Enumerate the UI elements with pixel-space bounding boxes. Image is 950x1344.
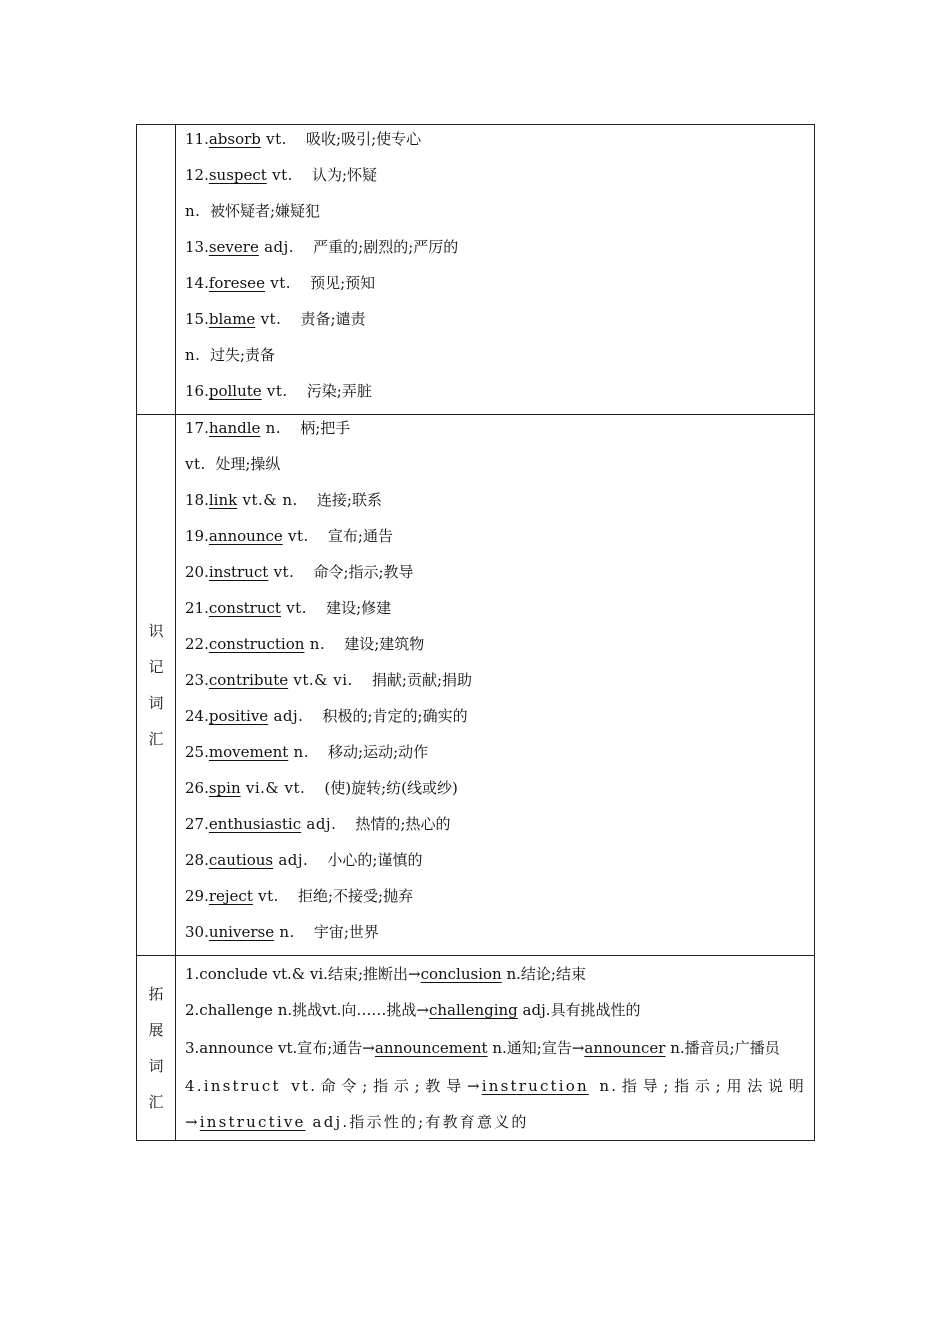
entry-text: 3.announce vt.宣布;通告→ bbox=[185, 1039, 375, 1057]
derived-word: announcer bbox=[584, 1039, 666, 1057]
entry-number: 30. bbox=[185, 923, 209, 941]
entry-pos: vt. bbox=[255, 310, 282, 328]
entry-line bbox=[185, 523, 806, 559]
entry-pos: vt. bbox=[264, 274, 291, 292]
entry-number: 11. bbox=[185, 130, 209, 148]
entry-meaning: 吸收;吸引;使专心 bbox=[306, 130, 422, 148]
spacer bbox=[288, 382, 307, 400]
entry-text: adj.指示性的;有教育意义的 bbox=[305, 1113, 529, 1131]
entry-number: 21. bbox=[185, 599, 209, 617]
entry-number: 16. bbox=[185, 382, 209, 400]
entry-line bbox=[185, 883, 806, 919]
entry-word: suspect bbox=[208, 166, 267, 184]
spacer bbox=[308, 851, 327, 869]
entry-text: 1.conclude vt.& vi.结束;推断出→ bbox=[185, 965, 421, 983]
entry-number: 23. bbox=[185, 671, 209, 689]
section-label-cell bbox=[137, 125, 176, 415]
section-row-2 bbox=[137, 415, 815, 956]
spacer bbox=[353, 671, 372, 689]
entry-meaning: 热情的;热心的 bbox=[355, 815, 451, 833]
entry-word: reject bbox=[208, 887, 253, 905]
entry-line bbox=[185, 378, 806, 414]
entry-meaning: 建设;修建 bbox=[326, 599, 392, 617]
entry-text: 4.instruct vt.命令;指示;教导→ bbox=[185, 1077, 482, 1095]
derived-word: instructive bbox=[199, 1113, 306, 1131]
entry-meaning: 小心的;谨慎的 bbox=[327, 851, 423, 869]
entry-line bbox=[185, 811, 806, 847]
extended-entry bbox=[185, 1028, 806, 1068]
entry-line bbox=[185, 342, 806, 378]
entry-word: instruct bbox=[208, 563, 269, 581]
extended-entry bbox=[185, 992, 806, 1028]
entry-meaning: 被怀疑者;嫌疑犯 bbox=[209, 202, 321, 220]
section-label: 拓展词汇 bbox=[148, 985, 164, 1111]
entry-pos: adj. bbox=[301, 815, 337, 833]
entry-pos: n. bbox=[274, 923, 295, 941]
entry-number: 25. bbox=[185, 743, 209, 761]
entry-word: blame bbox=[208, 310, 256, 328]
entry-number: 15. bbox=[185, 310, 209, 328]
entry-number: 27. bbox=[185, 815, 209, 833]
entry-pos: vt.& vi. bbox=[288, 671, 353, 689]
entry-meaning: 认为;怀疑 bbox=[311, 166, 378, 184]
entry-pos: n. bbox=[185, 202, 201, 220]
spacer bbox=[336, 815, 355, 833]
spacer bbox=[309, 527, 328, 545]
extended-entry bbox=[185, 956, 806, 992]
entry-word: construction bbox=[208, 635, 305, 653]
derived-word: instruction bbox=[481, 1077, 589, 1095]
section-row-1 bbox=[137, 125, 815, 415]
entry-word: positive bbox=[208, 707, 269, 725]
spacer bbox=[294, 238, 313, 256]
entry-meaning: 责备;谴责 bbox=[300, 310, 366, 328]
entry-word: construct bbox=[208, 599, 281, 617]
entry-line bbox=[185, 162, 806, 198]
entry-word: announce bbox=[208, 527, 283, 545]
vocabulary-table bbox=[136, 124, 815, 1141]
entry-number: 22. bbox=[185, 635, 209, 653]
entry-pos: adj. bbox=[268, 707, 304, 725]
entry-text: 2.challenge n.挑战vt.向……挑战→ bbox=[185, 1001, 429, 1019]
spacer bbox=[303, 707, 322, 725]
entry-meaning: 过失;责备 bbox=[209, 346, 276, 364]
entry-text: n.指导;指示;用法说明→ bbox=[185, 1077, 807, 1131]
section-label-cell bbox=[137, 415, 176, 956]
entry-word: foresee bbox=[208, 274, 265, 292]
entry-pos: vt. bbox=[282, 527, 309, 545]
spacer bbox=[287, 130, 306, 148]
entry-word: contribute bbox=[208, 671, 289, 689]
entry-number: 20. bbox=[185, 563, 209, 581]
entry-number: 13. bbox=[185, 238, 209, 256]
entry-text: n.通知;宣告→ bbox=[487, 1039, 585, 1057]
spacer bbox=[294, 563, 313, 581]
entry-meaning: 宇宙;世界 bbox=[313, 923, 379, 941]
entry-meaning: 污染;弄脏 bbox=[306, 382, 372, 400]
entry-number: 26. bbox=[185, 779, 209, 797]
entry-word: severe bbox=[208, 238, 259, 256]
derived-word: challenging bbox=[428, 1001, 518, 1019]
entry-number: 17. bbox=[185, 419, 209, 437]
entry-pos: vt. bbox=[268, 563, 295, 581]
entry-line bbox=[185, 847, 806, 883]
entry-word: spin bbox=[208, 779, 241, 797]
spacer bbox=[291, 274, 310, 292]
entry-line bbox=[185, 270, 806, 306]
entry-meaning: 预见;预知 bbox=[310, 274, 376, 292]
entry-line bbox=[185, 451, 806, 487]
entry-pos: vi.& vt. bbox=[240, 779, 306, 797]
entry-line bbox=[185, 739, 806, 775]
entry-word: pollute bbox=[208, 382, 262, 400]
entry-meaning: 连接;联系 bbox=[316, 491, 382, 509]
spacer bbox=[307, 599, 326, 617]
entry-line bbox=[185, 415, 806, 451]
entry-number: 14. bbox=[185, 274, 209, 292]
entry-meaning: 拒绝;不接受;抛弃 bbox=[298, 887, 414, 905]
entry-pos: vt. bbox=[260, 130, 287, 148]
derived-word: conclusion bbox=[420, 965, 502, 983]
spacer bbox=[281, 419, 300, 437]
section-content bbox=[176, 125, 815, 415]
entry-word: cautious bbox=[208, 851, 274, 869]
entry-line bbox=[185, 306, 806, 342]
section-row-3 bbox=[137, 956, 815, 1141]
entry-word: enthusiastic bbox=[208, 815, 302, 833]
spacer bbox=[325, 635, 344, 653]
entry-line bbox=[185, 667, 806, 703]
spacer bbox=[295, 923, 314, 941]
entry-number: 12. bbox=[185, 166, 209, 184]
spacer bbox=[281, 310, 300, 328]
entry-meaning: 建设;建筑物 bbox=[344, 635, 425, 653]
section-content bbox=[176, 415, 815, 956]
entry-meaning: 宣布;通告 bbox=[327, 527, 393, 545]
spacer bbox=[305, 779, 324, 797]
entry-number: 18. bbox=[185, 491, 209, 509]
spacer bbox=[298, 491, 317, 509]
entry-meaning: 柄;把手 bbox=[300, 419, 351, 437]
entry-meaning: 命令;指示;教导 bbox=[313, 563, 414, 581]
entry-line bbox=[185, 919, 806, 955]
entry-pos: n. bbox=[260, 419, 282, 437]
entry-line bbox=[185, 487, 806, 523]
entry-pos: vt. bbox=[266, 166, 293, 184]
entry-pos: n. bbox=[304, 635, 326, 653]
entry-number: 29. bbox=[185, 887, 209, 905]
spacer bbox=[279, 887, 298, 905]
entry-word: movement bbox=[208, 743, 289, 761]
entry-line bbox=[185, 198, 806, 234]
entry-pos: vt. bbox=[185, 455, 206, 473]
spacer bbox=[200, 202, 210, 220]
entry-line bbox=[185, 703, 806, 739]
entry-word: absorb bbox=[208, 130, 261, 148]
entry-line bbox=[185, 631, 806, 667]
entry-meaning: 严重的;剧烈的;严厉的 bbox=[313, 238, 459, 256]
entry-pos: adj. bbox=[273, 851, 309, 869]
extended-entry bbox=[185, 1068, 806, 1140]
spacer bbox=[293, 166, 312, 184]
entry-line bbox=[185, 126, 806, 162]
entry-pos: n. bbox=[288, 743, 309, 761]
entry-pos: adj. bbox=[258, 238, 295, 256]
entry-line bbox=[185, 775, 806, 811]
entry-pos: n. bbox=[185, 346, 201, 364]
entry-word: handle bbox=[208, 419, 261, 437]
entry-text: n.结论;结束 bbox=[501, 965, 586, 983]
entry-meaning: 捐献;贡献;捐助 bbox=[371, 671, 473, 689]
entry-number: 24. bbox=[185, 707, 209, 725]
entry-meaning: 积极的;肯定的;确实的 bbox=[322, 707, 468, 725]
entry-word: link bbox=[208, 491, 238, 509]
entry-pos: vt. bbox=[261, 382, 288, 400]
entry-meaning: 处理;操纵 bbox=[215, 455, 281, 473]
entry-line bbox=[185, 595, 806, 631]
entry-pos: vt. bbox=[280, 599, 307, 617]
section-content bbox=[176, 956, 815, 1141]
entry-number: 19. bbox=[185, 527, 209, 545]
entry-pos: vt.& n. bbox=[237, 491, 298, 509]
section-label-cell bbox=[137, 956, 176, 1141]
entry-text: adj.具有挑战性的 bbox=[517, 1001, 641, 1019]
entry-number: 28. bbox=[185, 851, 209, 869]
spacer bbox=[309, 743, 328, 761]
entry-pos: vt. bbox=[252, 887, 279, 905]
derived-word: announcement bbox=[374, 1039, 488, 1057]
section-label: 识记词汇 bbox=[148, 622, 164, 748]
entry-text: n.播音员;广播员 bbox=[665, 1039, 780, 1057]
entry-word: universe bbox=[208, 923, 275, 941]
entry-meaning: (使)旋转;纺(线或纱) bbox=[324, 779, 458, 797]
spacer bbox=[200, 346, 210, 364]
entry-meaning: 移动;运动;动作 bbox=[328, 743, 429, 761]
entry-line bbox=[185, 234, 806, 270]
spacer bbox=[206, 455, 216, 473]
entry-line bbox=[185, 559, 806, 595]
